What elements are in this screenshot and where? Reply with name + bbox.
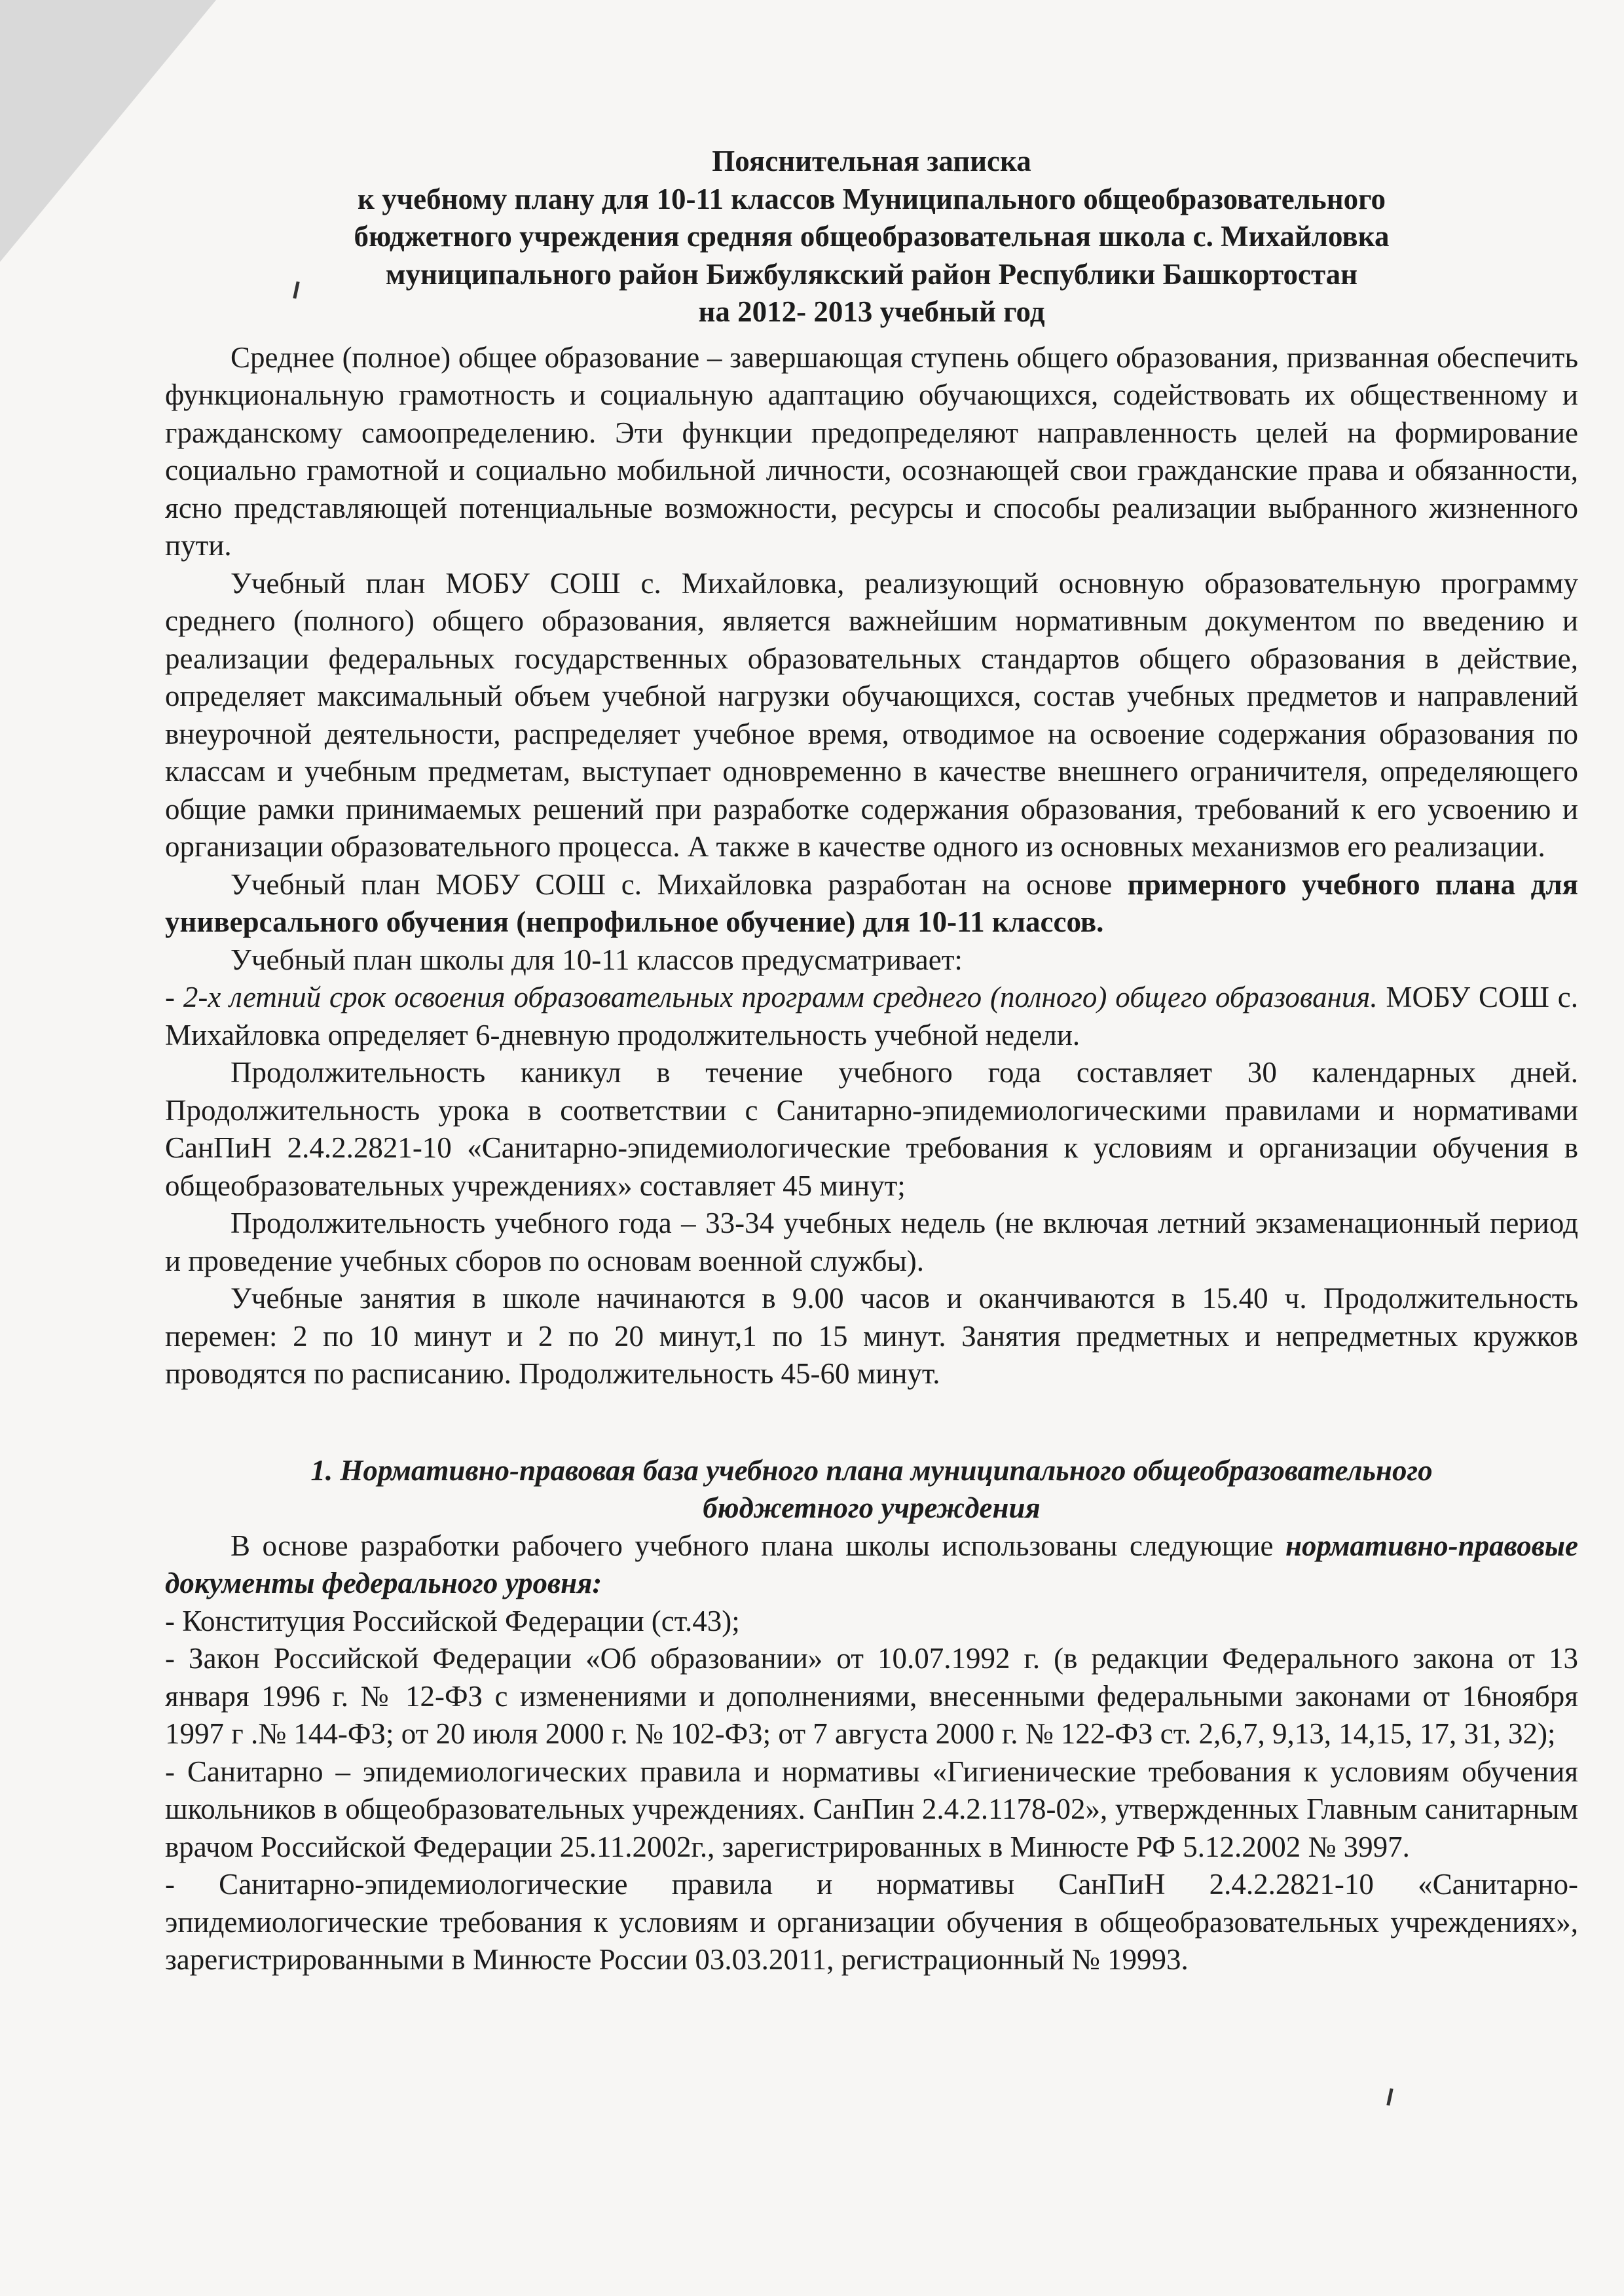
title-line: на 2012- 2013 учебный год <box>698 295 1045 328</box>
paragraph-text: Учебный план МОБУ СОШ с. Михайловка разработан на основе <box>231 867 1128 901</box>
section-heading-line: 1. Нормативно-правовая база учебного плана муниципального общеобразовательного <box>310 1453 1433 1487</box>
list-item: - Санитарно – эпидемиологических правила и нормативы «Гигиенические требования к условиям обучения школьников в общеобразовательных учреждениях. СанПин 2.4.2.1178-02», утвержденных Главным санитарным врачом Российской Федерации 25.11.2002г., зарегистрированных в Минюсте РФ 5.12.2002 № 3997. <box>165 1755 1578 1863</box>
title-line: бюджетного учреждения средняя общеобразовательная школа с. Михайловка <box>354 220 1390 253</box>
section-heading <box>165 1452 1578 1527</box>
paragraph-text: В основе разработки рабочего учебного плана школы использованы следующие <box>231 1529 1285 1562</box>
title-line: Пояснительная записка <box>712 145 1031 177</box>
paragraph: Учебный план МОБУ СОШ с. Михайловка, реализующий основную образовательную программу среднего (полного) общего образования, является важнейшим нормативным документом по введению и реализации федеральных государственных образовательных стандартов общего образования в действие, определяет максимальный объем учебной нагрузки обучающихся, состав учебных предметов и направлений внеурочной деятельности, распределяет учебное время, отводимое на освоение содержания образования по классам и учебным предметам, выступает одновременно в качестве внешнего ограничителя, определяющего общие рамки принимаемых решений при разработке содержания образования, требований к его усвоению и организации образовательного процесса. А также в качестве одного из основных механизмов его реализации. <box>165 566 1578 863</box>
emphasis-text: примерного учебного плана для универсального обучения (непрофильное обучение) для 10-11 классов. <box>165 867 1579 938</box>
paragraph: Учебный план школы для 10-11 классов предусматривает: <box>231 943 963 976</box>
paragraph <box>165 866 1578 941</box>
paragraph: Продолжительность каникул в течение учебного года составляет 30 календарных дней. Продолжительность урока в соответствии с Санитарно-эпидемиологическими правилами и нормативами СанПиН 2.4.2.2821-10 «Санитарно-эпидемиологические требования к условиям и организации обучения в общеобразовательных учреждениях» составляет 45 минут; <box>165 1056 1578 1202</box>
list-item: - Закон Российской Федерации «Об образовании» от 10.07.1992 г. (в редакции Федерального закона от 13 января 1996 г. № 12-ФЗ с изменениями и дополнениями, внесенными федеральными законами от 16ноября 1997 г .№ 144-ФЗ; от 20 июля 2000 г. № 102-ФЗ; от 7 августа 2000 г. № 122-ФЗ ст. 2,6,7, 9,13, 14,15, 17, 31, 32); <box>165 1642 1578 1750</box>
section-heading-line: бюджетного учреждения <box>703 1491 1041 1524</box>
paragraph: Продолжительность учебного года – 33-34 учебных недель (не включая летний экзаменационный период и проведение учебных сборов по основам военной службы). <box>165 1207 1578 1277</box>
title-line: муниципального район Бижбулякский район Республики Башкортостан <box>385 257 1358 291</box>
title-line: к учебному плану для 10-11 классов Муниципального общеобразовательного <box>358 182 1386 215</box>
emphasis-text: нормативно-правовые документы федерального уровня: <box>165 1529 1578 1599</box>
document-body <box>165 143 1578 1979</box>
document-title <box>165 143 1578 331</box>
list-item: - Санитарно-эпидемиологические правила и нормативы СанПиН 2.4.2.2821-10 «Санитарно-эпидемиологические требования к условиям и организации обучения в общеобразовательных учреждениях», зарегистрированными в Минюсте России 03.03.2011, регистрационный № 19993. <box>165 1868 1578 1976</box>
list-item: - Конституция Российской Федерации (ст.43); <box>165 1604 740 1637</box>
scan-speck <box>1386 2088 1393 2105</box>
paragraph-text: МОБУ СОШ с. Михайловка определяет 6-дневную продолжительность учебной недели. <box>165 981 1578 1051</box>
paragraph: Учебные занятия в школе начинаются в 9.00 часов и оканчиваются в 15.40 ч. Продолжительность перемен: 2 по 10 минут и 2 по 20 минут,1 по 15 минут. Занятия предметных и непредметных кружков проводятся по расписанию. Продолжительность 45-60 минут. <box>165 1282 1578 1390</box>
paragraph <box>165 1527 1578 1603</box>
paragraph: Среднее (полное) общее образование – завершающая ступень общего образования, призванная обеспечить функциональную грамотность и социальную адаптацию обучающихся, содействовать их общественному и гражданскому самоопределению. Эти функции предопределяют направленность целей на формирование социально грамотной и социально мобильной личности, осознающей свои гражданские права и обязанности, ясно представляющей потенциальные возможности, ресурсы и способы реализации выбранного жизненного пути. <box>165 340 1578 562</box>
emphasis-text: - 2-х летний срок освоения образовательных программ среднего (полного) общего образования. <box>165 981 1378 1013</box>
paragraph <box>165 979 1578 1054</box>
